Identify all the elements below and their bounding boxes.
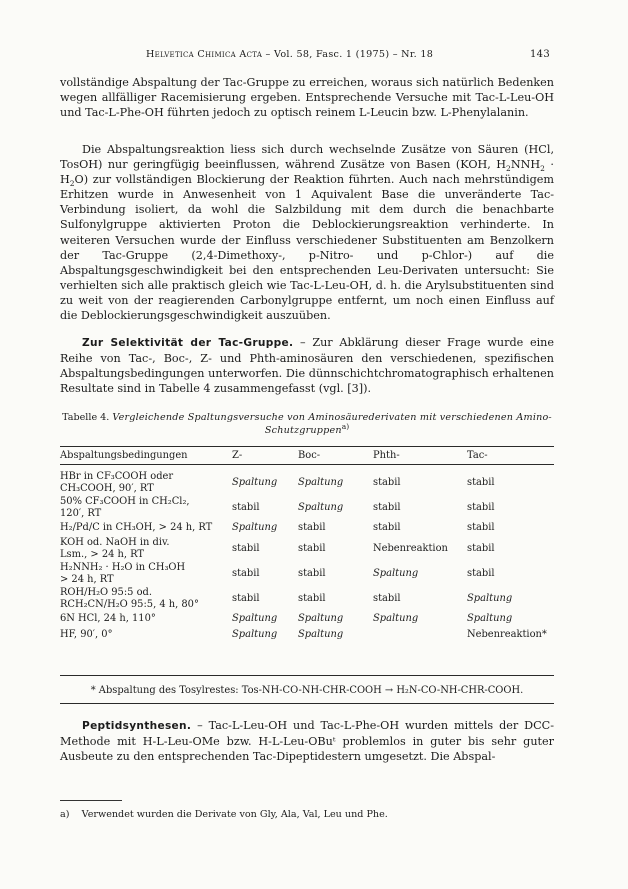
footnote-divider <box>60 800 122 801</box>
header-table <box>60 449 554 463</box>
z-cell: stabil <box>232 567 260 579</box>
table-row <box>60 470 554 495</box>
journal-citation <box>146 49 433 60</box>
condition-cell: H₂/Pd/C in CH₃OH, > 24 h, RT <box>60 522 213 534</box>
tac-cell: stabil <box>467 567 495 579</box>
boc-cell: Spaltung <box>298 613 344 625</box>
header-boc: Boc- <box>298 450 321 462</box>
selectivity-paragraph: Zur Selektivität der Tac-Gruppe. – Zur Abklärung dieser Frage wurde eine Reihe von Tac-, Boc-, Z- und Phth-aminosäuren den verschiedenen, spezifischen Abspaltungsbedingungen unterworfen. Die dünnschichtchromatographisch erhaltenen Resultate sind in Tabelle 4 zusammengefasst (vgl. [3]). <box>60 336 554 396</box>
condition-cell: HBr in CF₃COOH oder CH₃COOH, 90′, RT <box>60 470 174 494</box>
tac-cell: stabil <box>467 476 495 488</box>
table-row <box>60 520 554 536</box>
boc-cell: Spaltung <box>298 629 344 641</box>
boc-cell: stabil <box>298 522 326 534</box>
table-caption <box>60 411 554 437</box>
z-cell: stabil <box>232 501 260 513</box>
z-cell: stabil <box>232 542 260 554</box>
boc-cell: stabil <box>298 542 326 554</box>
page-footnote <box>60 809 554 820</box>
intro-paragraph: vollständige Abspaltung der Tac-Gruppe zu erreichen, woraus sich natürlich Bedenken wegen allfälliger Racemisierung ergeben. Entsprechende Versuche mit Tac-L-Leu-OH und Tac-L-Phe-OH führten jedoch zu optisch reinem L-Leucin bzw. L-Phenylalanin. <box>60 76 554 120</box>
intro-paragraph-block <box>60 75 554 120</box>
footnote-text: Verwendet wurden die Derivate von Gly, Ala, Val, Leu und Phe. <box>81 809 388 820</box>
condition-cell: KOH od. NaOH in div. Lsm., > 24 h, RT <box>60 536 170 560</box>
table-header-rule <box>60 464 554 465</box>
peptide-heading: Peptidsynthesen. <box>82 720 192 732</box>
table-row <box>60 495 554 520</box>
table-footnote: * Abspaltung des Tosylrestes: Tos-NH-CO-NH-CHR-COOH → H₂N-CO-NH-CHR-COOH. <box>90 685 524 696</box>
phth-cell: stabil <box>373 592 401 604</box>
header-conditions: Abspaltungsbedingungen <box>60 450 188 462</box>
phth-cell: stabil <box>373 476 401 488</box>
tac-cell: Spaltung <box>467 613 513 625</box>
z-cell: Spaltung <box>232 629 278 641</box>
z-cell: Spaltung <box>232 522 278 534</box>
table-row <box>60 561 554 586</box>
table-header-row <box>60 449 554 463</box>
table-title: Vergleichende Spaltungsversuche von Aminosäurederivaten mit verschiedenen Amino-Schutzgruppen <box>112 412 552 436</box>
z-cell: stabil <box>232 592 260 604</box>
header-tac: Tac- <box>467 450 488 462</box>
table-title-ref: a) <box>341 421 350 431</box>
table-top-rule <box>60 446 554 447</box>
tac-cell: Spaltung <box>467 592 513 604</box>
condition-cell: H₂NNH₂ · H₂O in CH₃OH > 24 h, RT <box>60 561 186 585</box>
journal-name: Helvetica Chimica Acta <box>146 49 263 60</box>
phth-cell: stabil <box>373 501 401 513</box>
table-row <box>60 611 554 627</box>
condition-cell: 6N HCl, 24 h, 110° <box>60 613 156 625</box>
page-number: 143 <box>530 49 550 60</box>
table-row <box>60 536 554 561</box>
tac-cell: Nebenreaktion* <box>467 629 547 641</box>
table-row <box>60 627 554 643</box>
peptide-paragraph-block <box>60 718 554 764</box>
boc-cell: Spaltung <box>298 476 344 488</box>
header-phth: Phth- <box>373 450 400 462</box>
boc-cell: stabil <box>298 592 326 604</box>
condition-cell: 50% CF₃COOH in CH₂Cl₂, 120′, RT <box>60 495 190 519</box>
z-cell: Spaltung <box>232 613 278 625</box>
table-label: Tabelle 4. <box>62 412 110 423</box>
tac-cell: stabil <box>467 522 495 534</box>
selectivity-heading: Zur Selektivität der Tac-Gruppe. <box>82 337 294 349</box>
condition-cell: ROH/H₂O 95:5 od. RCH₂CN/H₂O 95:5, 4 h, 80° <box>60 586 199 610</box>
results-table <box>60 470 554 643</box>
condition-cell: HF, 90′, 0° <box>60 629 113 641</box>
phth-cell: Spaltung <box>373 613 419 625</box>
running-head <box>62 49 550 63</box>
reaction-paragraph-block <box>60 142 554 323</box>
phth-cell <box>373 627 467 643</box>
volume-info: – Vol. 58, Fasc. 1 (1975) – Nr. 18 <box>265 49 434 60</box>
table-bottom-rule <box>60 675 554 676</box>
phth-cell: stabil <box>373 522 401 534</box>
selectivity-paragraph-block <box>60 335 554 396</box>
boc-cell: Spaltung <box>298 501 344 513</box>
tac-cell: stabil <box>467 542 495 554</box>
phth-cell: Nebenreaktion <box>373 542 448 554</box>
header-z: Z- <box>232 450 243 462</box>
footnote-marker: a) <box>60 809 70 820</box>
boc-cell: stabil <box>298 567 326 579</box>
tac-cell: stabil <box>467 501 495 513</box>
z-cell: Spaltung <box>232 476 278 488</box>
reaction-paragraph: Die Abspaltungsreaktion liess sich durch wechselnde Zusätze von Säuren (HCl, TosOH) nur geringfügig beeinflussen, während Zusätze von Basen (KOH, $H_2NNH_2 \cdot H_2O$) zur vollständigen Blockierung der Reaktion führten. Auch nach mehrstündigem Erhitzen wurde in Anwesenheit von 1 Aquivalent Base die unveränderte Tac-Verbindung isoliert, da wohl die Salzbildung mit dem durch die benachbarte Sulfonylgruppe aktivierten Proton die Deblockierungsreaktion verhinderte. In weiteren Versuchen wurde der Einfluss verschiedener Substituenten am Benzolkern der Tac-Gruppe (2,4-Dimethoxy-, p-Nitro- und p-Chlor-) auf die Abspaltungsgeschwindigkeit bei den entsprechenden Leu-Derivaten untersucht: Sie verhielten sich alle praktisch gleich wie Tac-L-Leu-OH, d. h. die Arylsubstituenten sind zu weit von der reagierenden Carbonylgruppe entfernt, um noch einen Einfluss auf die Deblockierungsgeschwindigkeit auszuüben. <box>60 143 554 323</box>
table-row <box>60 586 554 611</box>
peptide-paragraph: Peptidsynthesen. – Tac-L-Leu-OH und Tac-L-Phe-OH wurden mittels der DCC-Methode mit H-L-Leu-OMe bzw. H-L-Leu-OBuᵗ problemlos in guter bis sehr guter Ausbeute zu den entsprechenden Tac-Dipeptidestern umgesetzt. Die Abspal- <box>60 719 554 764</box>
phth-cell: Spaltung <box>373 567 419 579</box>
table-footnote-rule <box>60 703 554 704</box>
